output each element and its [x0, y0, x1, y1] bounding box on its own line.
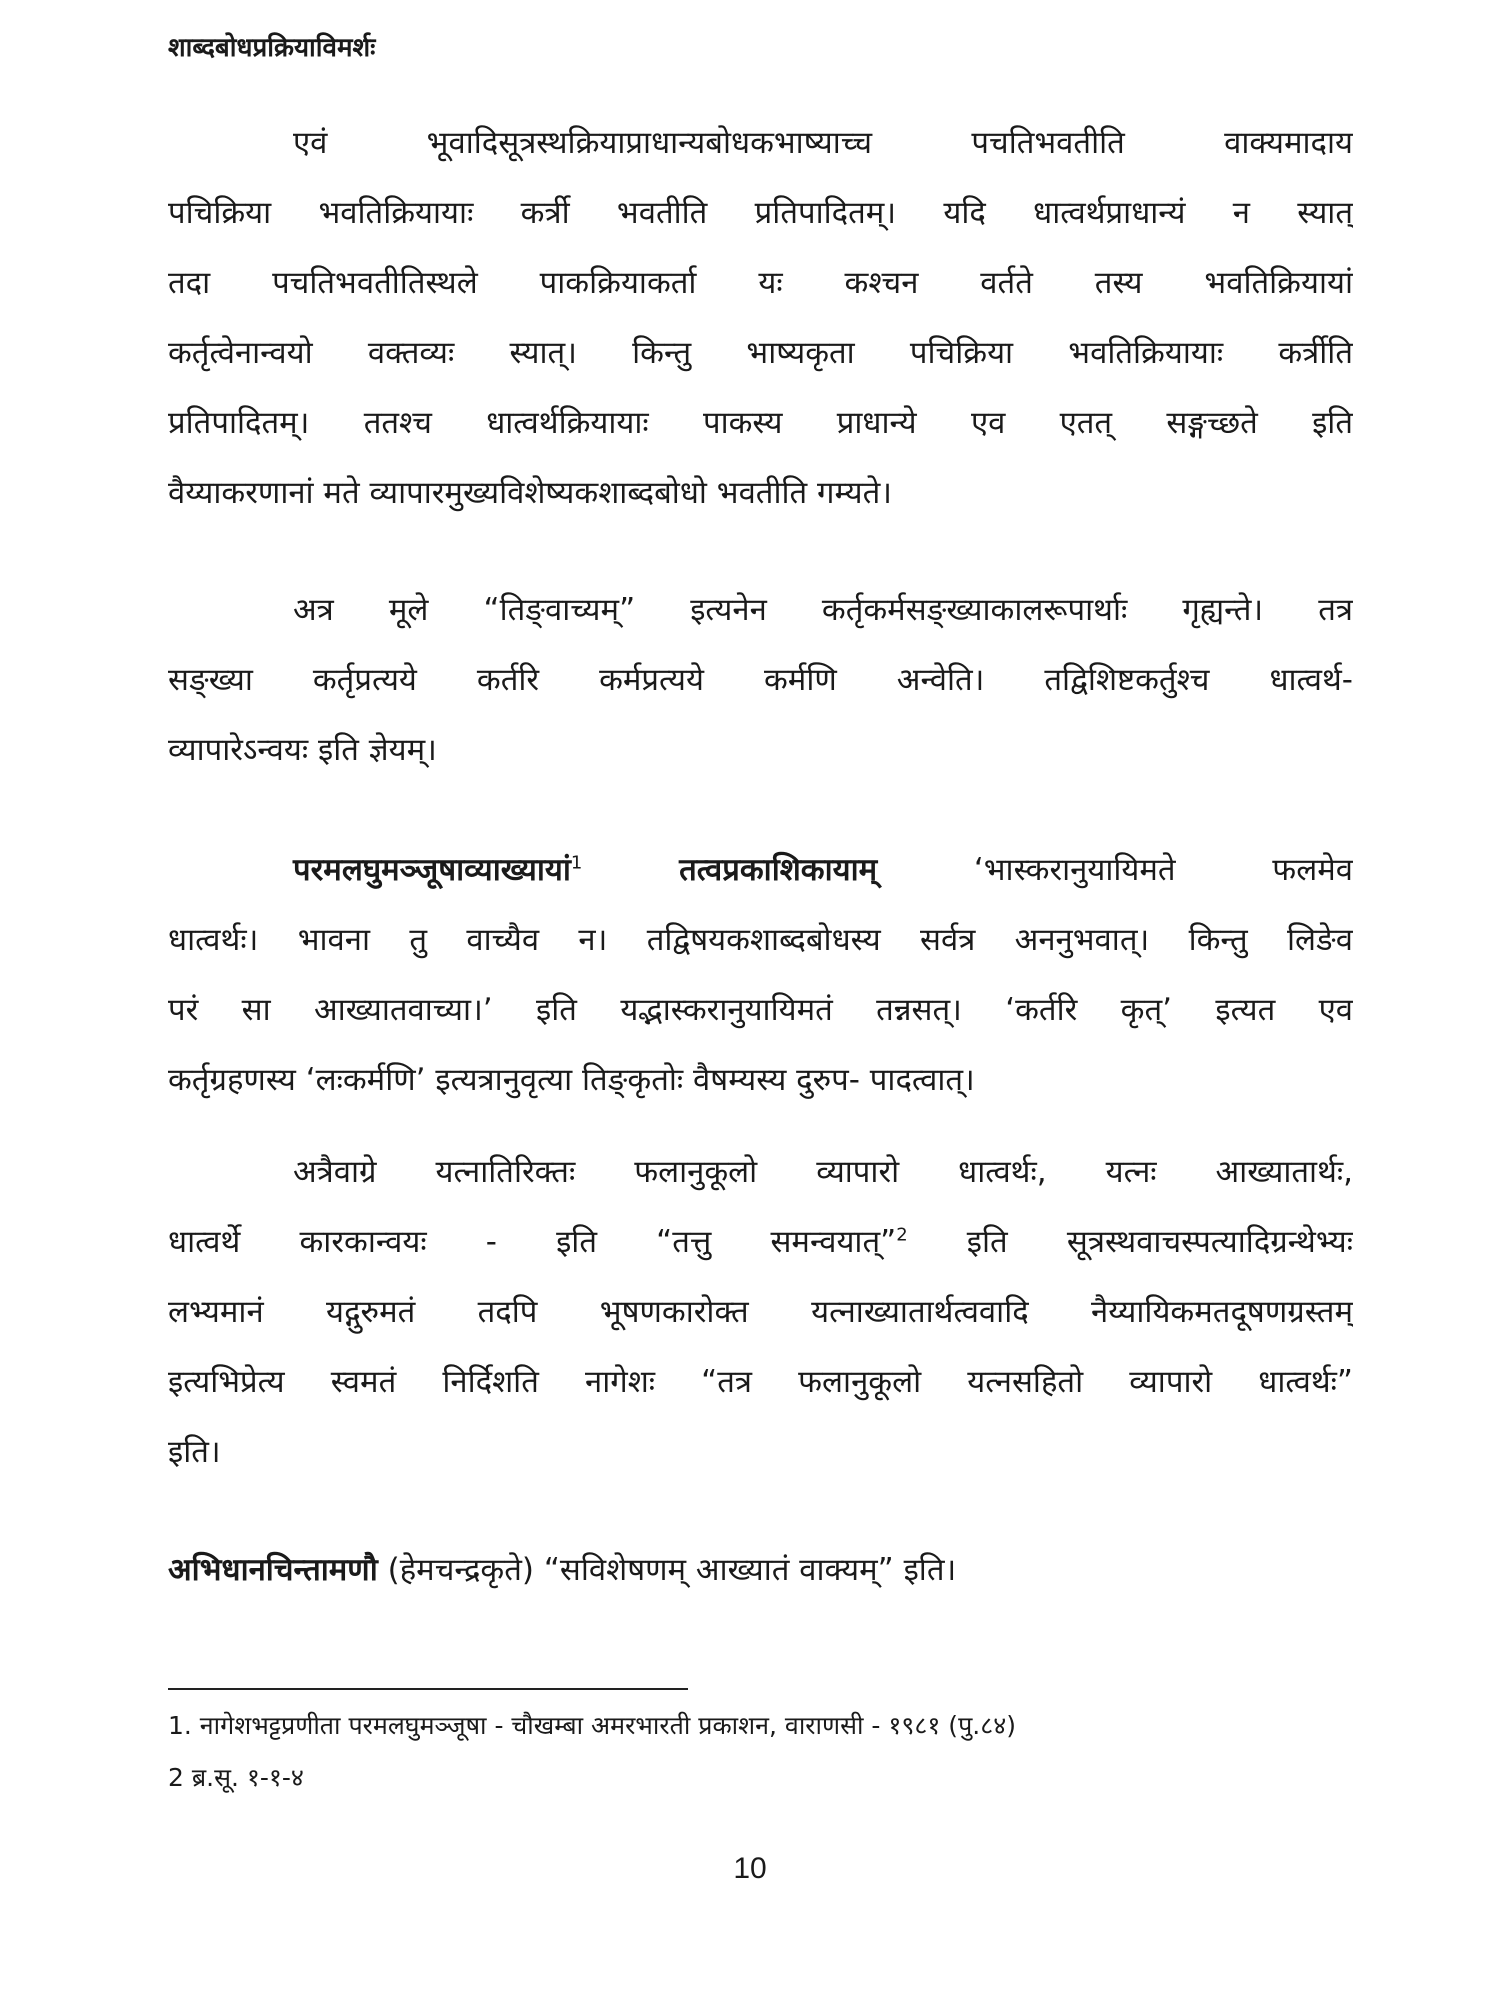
bold-citation: तत्वप्रकाशिकायाम्	[679, 852, 878, 888]
paragraph-line: कर्तृत्वेनान्वयो वक्तव्यः स्यात्। किन्तु भाष्यकृता पचिक्रिया भवतिक्रियायाः कर्त्रीति	[168, 335, 1353, 371]
text-segment: (हेमचन्द्रकृते) “सविशेषणम् आख्यातं वाक्यम्” इति।	[377, 1552, 957, 1588]
paragraph-1	[168, 108, 1353, 528]
footnotes	[168, 1700, 1353, 1804]
paragraph-line: तदा पचतिभवतीतिस्थले पाकक्रियाकर्ता यः कश्चन वर्तते तस्य भवतिक्रियायां	[168, 265, 1353, 301]
footnote-divider	[168, 1688, 688, 1690]
paragraph-line: पचिक्रिया भवतिक्रियायाः कर्त्री भवतीति प्रतिपादितम्। यदि धात्वर्थप्राधान्यं न स्यात्	[168, 195, 1353, 231]
footnote-ref: 1	[570, 852, 583, 874]
paragraph-line: व्यापारेऽन्वयः इति ज्ञेयम्।	[168, 732, 437, 768]
paragraph-line: सङ्ख्या कर्तृप्रत्यये कर्तरि कर्मप्रत्यये कर्मणि अन्वेति। तद्विशिष्टकर्तुश्च धात्वर्थ-	[168, 662, 1353, 698]
bold-citation: अभिधानचिन्तामणौ	[168, 1552, 378, 1588]
paragraph-line: अत्रैवाग्रे यत्नातिरिक्तः फलानुकूलो व्यापारो धात्वर्थः, यत्नः आख्यातार्थः,	[293, 1154, 1353, 1190]
paragraph-line: इत्यभिप्रेत्य स्वमतं निर्दिशति नागेशः “तत्र फलानुकूलो यत्नसहितो व्यापारो धात्वर्थः”	[168, 1364, 1353, 1400]
paragraph-line	[168, 1207, 1353, 1277]
paragraph-line: प्रतिपादितम्। ततश्च धात्वर्थक्रियायाः पाकस्य प्राधान्ये एव एतत् सङ्गच्छते इति	[168, 405, 1353, 441]
text-segment: धात्वर्थे कारकान्वयः - इति “तत्तु समन्वयात्”	[168, 1224, 897, 1260]
paragraph-line: एवं भूवादिसूत्रस्थक्रियाप्राधान्यबोधकभाष्याच्च पचतिभवतीति वाक्यमादाय	[293, 125, 1353, 161]
paragraph-5	[168, 1535, 1353, 1605]
paragraph-line	[168, 835, 1353, 905]
paragraph-line	[168, 1535, 1353, 1605]
text-segment: इति सूत्रस्थवाचस्पत्यादिग्रन्थेभ्यः	[907, 1224, 1353, 1260]
paragraph-line: परं सा आख्यातवाच्या।’ इति यद्भास्करानुयायिमतं तन्नसत्। ‘कर्तरि कृत्’ इत्यत एव	[168, 992, 1353, 1028]
paragraph-line: वैय्याकरणानां मते व्यापारमुख्यविशेष्यकशाब्दबोधो भवतीति गम्यते।	[168, 475, 892, 511]
paragraph-4	[168, 1137, 1353, 1487]
paragraph-line: लभ्यमानं यद्गुरुमतं तदपि भूषणकारोक्त यत्नाख्यातार्थत्ववादि नैय्यायिकमतदूषणग्रस्तम्	[168, 1294, 1353, 1330]
footnote-ref: 2	[896, 1224, 908, 1246]
footnote-2: 2 ब्र.सू. १-१-४	[168, 1763, 304, 1792]
paragraph-line: कर्तृग्रहणस्य ‘लःकर्मणि’ इत्यत्रानुवृत्या तिङ्कृतोः वैषम्यस्य दुरुप- पादत्वात्।	[168, 1062, 975, 1098]
quote-start: ‘भास्करानुयायिमते फलमेव	[973, 852, 1353, 888]
paragraph-line: धात्वर्थः। भावना तु वाच्यैव न। तद्विषयकशाब्दबोधस्य सर्वत्र अननुभवात्। किन्तु लिङेव	[168, 922, 1353, 958]
paragraph-line: इति।	[168, 1434, 221, 1470]
paragraph-line: अत्र मूले “तिङ्वाच्यम्” इत्यनेन कर्तृकर्मसङ्ख्याकालरूपार्थाः गृह्यन्ते। तत्र	[293, 592, 1353, 628]
running-head: शाब्दबोधप्रक्रियाविमर्शः	[168, 33, 376, 63]
bold-citation: परमलघुमञ्जूषाव्याख्यायां	[293, 852, 571, 888]
page-number: 10	[733, 1852, 767, 1885]
paragraph-3	[168, 835, 1353, 1115]
footnote-1: 1. नागेशभट्टप्रणीता परमलघुमञ्जूषा - चौखम्बा अमरभारती प्रकाशन, वाराणसी - १९८१ (पु.८४)	[168, 1711, 1016, 1740]
paragraph-2	[168, 575, 1353, 785]
